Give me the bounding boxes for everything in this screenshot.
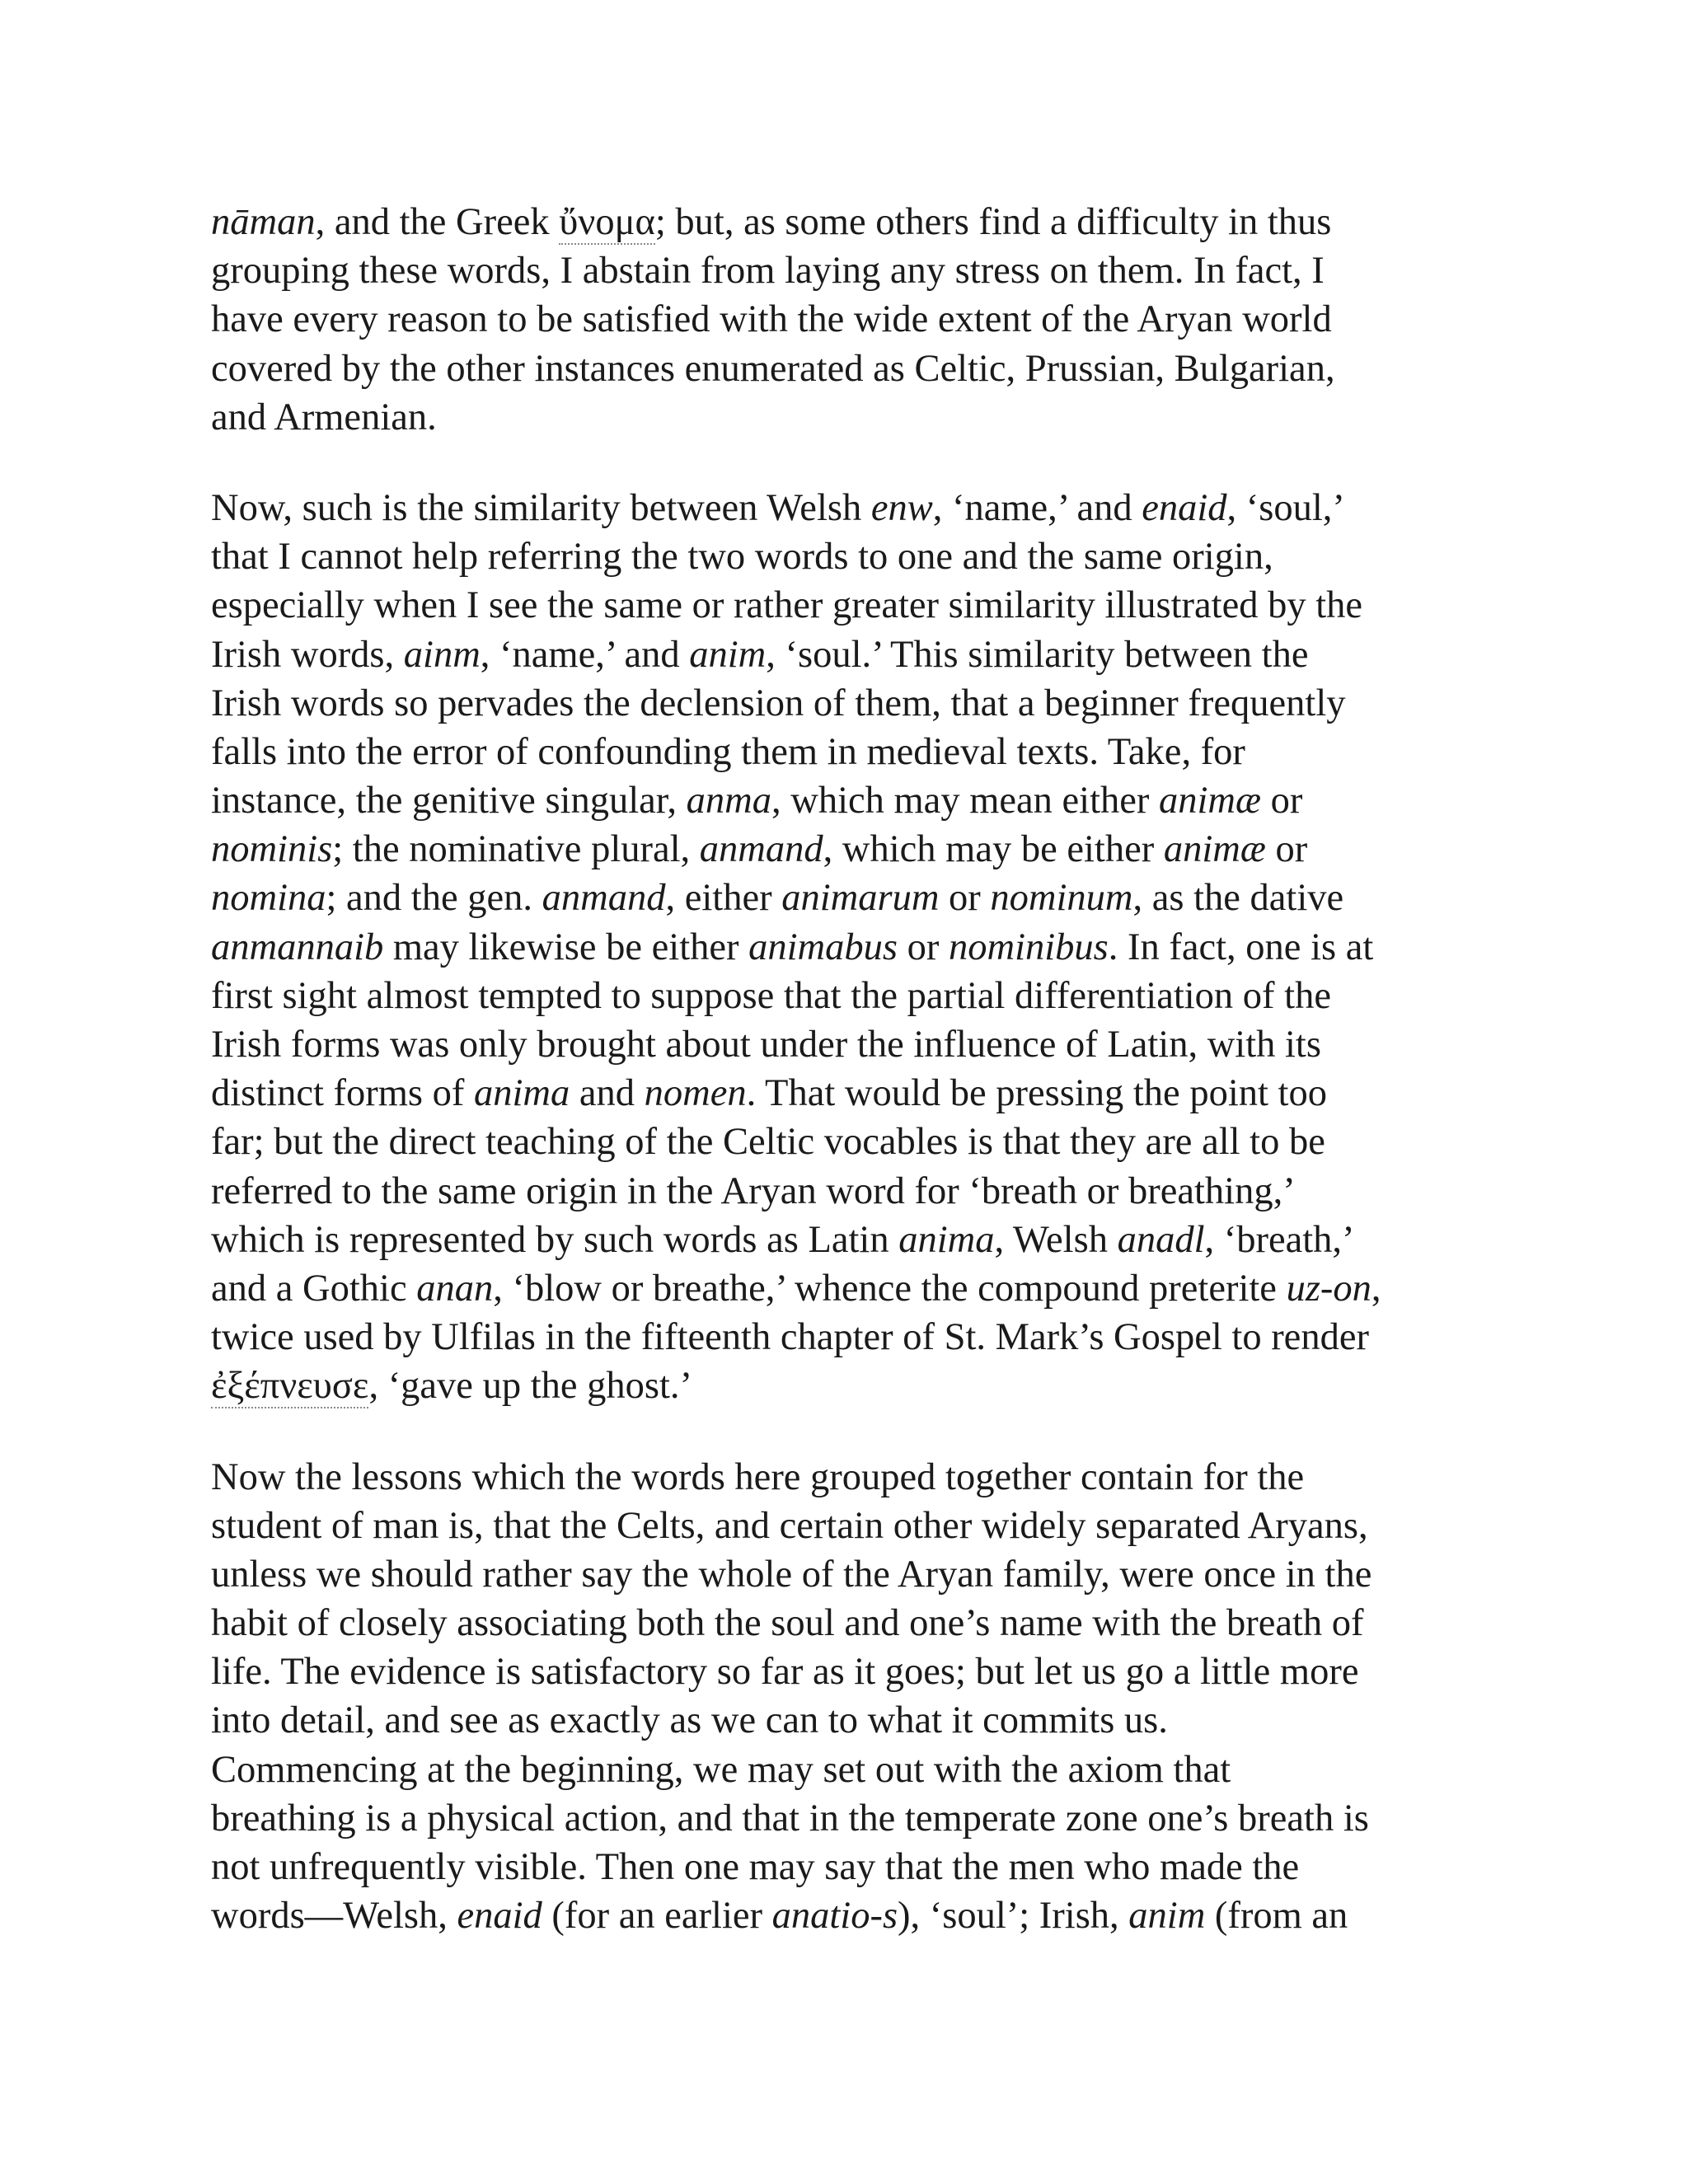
italic-term: nominibus <box>949 926 1109 968</box>
text-segment: falls into the error of confounding them in medieval texts. Take, for <box>211 730 1245 773</box>
text-segment: , either <box>665 877 782 920</box>
text-segment: , which may be either <box>823 828 1164 871</box>
text-line <box>211 246 1480 295</box>
text-segment: ; but, as some others find a difficulty in thus <box>654 201 1332 243</box>
text-line <box>211 825 1480 874</box>
text-segment: student of man is, that the Celts, and certain other widely separated Aryans, <box>211 1504 1368 1547</box>
italic-term: anima <box>474 1072 570 1115</box>
italic-term: nomen <box>644 1072 747 1115</box>
text-line <box>211 1647 1480 1696</box>
text-line <box>211 1843 1480 1891</box>
text-line <box>211 874 1480 922</box>
italic-term: anmand <box>542 877 666 920</box>
italic-term: enw <box>870 486 933 529</box>
text-segment: which is represented by such words as Latin <box>211 1218 899 1261</box>
italic-term: nāman <box>211 201 316 243</box>
text-segment: not unfrequently visible. Then one may say that the men who made the <box>211 1846 1300 1888</box>
text-line <box>211 532 1480 581</box>
italic-term: anim <box>1128 1895 1206 1938</box>
text-segment: far; but the direct teaching of the Celtic vocables is that they are all to be <box>211 1121 1325 1164</box>
italic-term: animarum <box>781 877 940 920</box>
italic-term: anma <box>686 780 771 823</box>
text-segment: words—Welsh, <box>211 1895 457 1938</box>
text-line <box>211 1891 1480 1940</box>
text-segment: , ‘soul.’ This similarity between the <box>766 633 1309 676</box>
text-segment: or <box>1261 780 1303 823</box>
text-segment: life. The evidence is satisfactory so far as it goes; but let us go a little more <box>211 1651 1359 1694</box>
body-text <box>211 198 1480 1982</box>
greek-word: ὔνομα <box>559 201 655 243</box>
text-line <box>211 1216 1480 1264</box>
italic-term: anim <box>689 633 767 676</box>
italic-term: nomina <box>211 877 326 920</box>
text-segment: ; the nominative plural, <box>332 828 700 871</box>
text-line <box>211 679 1480 728</box>
text-segment: , ‘soul,’ <box>1226 486 1345 529</box>
text-segment: , ‘breath,’ <box>1204 1218 1355 1261</box>
text-segment: unless we should rather say the whole of the Aryan family, were once in the <box>211 1553 1372 1596</box>
text-line <box>211 1264 1480 1313</box>
text-line <box>211 972 1480 1020</box>
paragraph-3 <box>211 1453 1480 1941</box>
text-segment: , as the dative <box>1132 877 1344 920</box>
italic-term: nominis <box>211 828 333 871</box>
text-segment: covered by the other instances enumerated as Celtic, Prussian, Bulgarian, <box>211 347 1335 390</box>
italic-term: animæ <box>1163 828 1266 871</box>
text-segment: , Welsh <box>994 1218 1118 1261</box>
text-segment: . In fact, one is at <box>1108 926 1374 968</box>
paragraph-2 <box>211 484 1480 1411</box>
text-segment: Irish words, <box>211 633 404 676</box>
text-line <box>211 1599 1480 1647</box>
text-segment: (for an earlier <box>542 1895 772 1938</box>
text-line <box>211 1453 1480 1502</box>
text-segment: into detail, and see as exactly as we can to what it commits us. <box>211 1699 1168 1742</box>
text-line <box>211 776 1480 825</box>
text-line <box>211 484 1480 532</box>
italic-term: anmannaib <box>211 926 384 968</box>
text-segment: , ‘name,’ and <box>480 633 690 676</box>
text-line <box>211 1794 1480 1843</box>
text-segment: Now, such is the similarity between Welsh <box>211 486 871 529</box>
italic-term: nominum <box>990 877 1133 920</box>
italic-term: ainm <box>403 633 481 676</box>
text-segment: Irish words so pervades the declension of them, that a beginner frequently <box>211 682 1346 724</box>
text-line <box>211 1069 1480 1118</box>
text-line <box>211 1550 1480 1599</box>
italic-term: enaid <box>457 1895 542 1938</box>
text-segment: first sight almost tempted to suppose that the partial differentiation of the <box>211 974 1331 1017</box>
text-line <box>211 393 1480 442</box>
text-line <box>211 630 1480 679</box>
text-line <box>211 1020 1480 1069</box>
text-segment: and Armenian. <box>211 396 437 438</box>
text-segment: or <box>939 877 991 920</box>
italic-term: anadl <box>1117 1218 1205 1261</box>
italic-term: animæ <box>1159 780 1262 823</box>
text-line <box>211 1167 1480 1216</box>
text-segment: have every reason to be satisfied with the wide extent of the Aryan world <box>211 298 1332 341</box>
italic-term: enaid <box>1142 486 1227 529</box>
greek-word: ἐξέπνευσε <box>211 1365 369 1408</box>
text-segment: breathing is a physical action, and that in the temperate zone one’s breath is <box>211 1797 1369 1840</box>
text-segment: and a Gothic <box>211 1267 417 1310</box>
text-segment: ), ‘soul’; Irish, <box>898 1895 1129 1938</box>
text-segment: habit of closely associating both the soul and one’s name with the breath of <box>211 1602 1364 1645</box>
text-segment: , ‘gave up the ghost.’ <box>368 1365 693 1408</box>
text-segment: and <box>570 1072 645 1115</box>
text-segment: , and the Greek <box>315 201 560 243</box>
text-line <box>211 1746 1480 1794</box>
text-line <box>211 1696 1480 1745</box>
italic-term: uz-on <box>1286 1267 1372 1310</box>
paragraph-1 <box>211 198 1480 442</box>
italic-term: anan <box>416 1267 494 1310</box>
text-segment: especially when I see the same or rather greater similarity illustrated by the <box>211 584 1363 627</box>
text-segment: (from an <box>1205 1895 1348 1938</box>
text-segment: instance, the genitive singular, <box>211 780 687 823</box>
text-segment: referred to the same origin in the Aryan word for ‘breath or breathing,’ <box>211 1169 1296 1212</box>
italic-term: animabus <box>748 926 898 968</box>
text-segment: twice used by Ulfilas in the fifteenth chapter of St. Mark’s Gospel to render <box>211 1316 1369 1359</box>
text-segment: distinct forms of <box>211 1072 475 1115</box>
text-line <box>211 1313 1480 1361</box>
text-segment: grouping these words, I abstain from laying any stress on them. In fact, I <box>211 250 1325 293</box>
text-line <box>211 1502 1480 1550</box>
text-segment: Commencing at the beginning, we may set out with the axiom that <box>211 1748 1231 1791</box>
text-segment: Irish forms was only brought about under the influence of Latin, with its <box>211 1024 1321 1066</box>
text-line <box>211 344 1480 393</box>
text-segment: that I cannot help referring the two words to one and the same origin, <box>211 536 1273 579</box>
text-line <box>211 295 1480 344</box>
text-segment: , which may mean either <box>771 780 1159 823</box>
italic-term: anmand <box>699 828 823 871</box>
text-line <box>211 581 1480 630</box>
text-segment: may likewise be either <box>383 926 749 968</box>
text-line <box>211 1361 1480 1410</box>
text-segment: . That would be pressing the point too <box>746 1072 1327 1115</box>
text-segment: ; and the gen. <box>326 877 542 920</box>
text-segment: , ‘blow or breathe,’ whence the compound preterite <box>493 1267 1287 1310</box>
text-segment: , <box>1371 1267 1381 1310</box>
text-line <box>211 1118 1480 1166</box>
text-segment: , ‘name,’ and <box>932 486 1142 529</box>
text-line <box>211 728 1480 776</box>
text-line <box>211 923 1480 972</box>
text-segment: Now the lessons which the words here grouped together contain for the <box>211 1455 1305 1498</box>
text-segment: or <box>1265 828 1308 871</box>
italic-term: anima <box>898 1218 995 1261</box>
text-line <box>211 198 1480 246</box>
text-segment: or <box>898 926 949 968</box>
italic-term: anatio-s <box>771 1895 898 1938</box>
